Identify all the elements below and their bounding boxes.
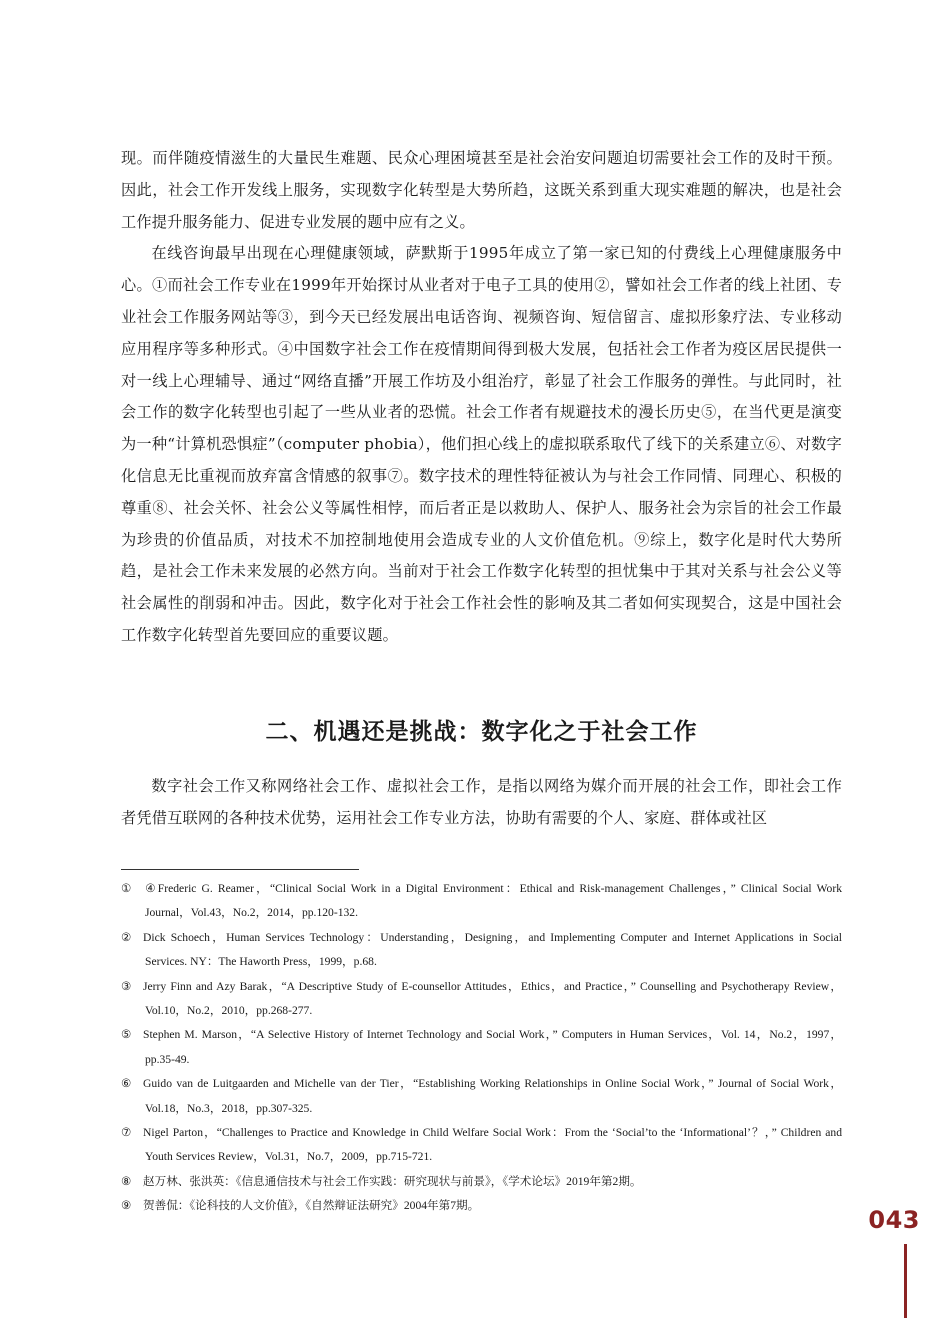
footnote-mark: ⑥ (121, 1077, 132, 1091)
footnote (121, 1170, 842, 1194)
footnote-mark: ① (121, 882, 132, 895)
footnotes (121, 877, 842, 1219)
footnote-mark: ⑦ (121, 1126, 132, 1140)
footnote-text: Guido van de Luitgaarden and Michelle van der Tier，“Establishing Working Relationships in Online Social Work，” Journal of Social Work，Vol.18，No.3，2018，pp.307-325. (143, 1077, 843, 1115)
footnote-text: 赵万林、张洪英：《信息通信技术与社会工作实践：研究现状与前景》，《学术论坛》2019年第2期。 (143, 1174, 642, 1188)
footnote (121, 1072, 842, 1121)
footnote-mark: ⑤ (121, 1028, 132, 1042)
footnote-text: Nigel Parton，“Challenges to Practice and Knowledge in Child Welfare Social Work：From the ‘Social’to the ‘Informational’？，” Children and Youth Services Review，Vol.31，No.7，2009，pp.715-721. (143, 1126, 842, 1164)
footnote-mark: ③ (121, 979, 132, 993)
footnote (121, 1023, 842, 1072)
footnote (121, 975, 842, 1024)
section-heading: 二、机遇还是挑战：数字化之于社会工作 (265, 719, 698, 745)
footnote-mark: ⑨ (121, 1199, 132, 1213)
paragraph-continued: 现。而伴随疫情滋生的大量民生难题、民众心理困境甚至是社会治安问题迫切需要社会工作的及时干预。因此，社会工作开发线上服务，实现数字化转型是大势所趋，这既关系到重大现实难题的解决，也是社会工作提升服务能力、促进专业发展的题中应有之义。 (121, 149, 842, 231)
footnote-text: 贺善侃：《论科技的人文价值》，《自然辩证法研究》2004年第7期。 (143, 1199, 480, 1213)
footnote (121, 877, 842, 926)
footnote-text: Dick Schoech，Human Services Technology：Understanding，Designing，and Implementing Computer and Internet Applications in Social Services. NY：The Haworth Press，1999，p.68. (143, 930, 842, 969)
paragraph-digital-social-work: 数字社会工作又称网络社会工作、虚拟社会工作，是指以网络为媒介而开展的社会工作，即社会工作者凭借互联网的各种技术优势，运用社会工作专业方法，协助有需要的个人、家庭、群体或社区 (121, 777, 842, 827)
footnote (121, 926, 842, 975)
page-number: 043 (868, 1206, 920, 1234)
section-body (121, 771, 842, 835)
footnote-mark: ② (121, 930, 132, 944)
footnote-text: Jerry Finn and Azy Barak，“A Descriptive Study of E-counsellor Attitudes，Ethics，and Practice，” Counselling and Psychotherapy Review，Vol.10，No.2，2010，pp.268-277. (143, 979, 842, 1018)
footnote-mark: ⑧ (121, 1174, 132, 1188)
footnote-text: ④Frederic G. Reamer，“Clinical Social Work in a Digital Environment：Ethical and Risk-management Challenges，” Clinical Social Work Journal，Vol.43，No.2，2014，pp.120-132. (143, 882, 842, 920)
footnote-divider (121, 869, 359, 870)
footnote (121, 1194, 842, 1218)
body-text (121, 143, 842, 652)
footnote (121, 1121, 842, 1170)
footnote-text: Stephen M. Marson，“A Selective History of Internet Technology and Social Work，” Computers in Human Services，Vol. 14，No.2，1997，pp.35-49. (143, 1028, 842, 1066)
paragraph-online-consulting: 在线咨询最早出现在心理健康领域，萨默斯于1995年成立了第一家已知的付费线上心理健康服务中心。①而社会工作专业在1999年开始探讨从业者对于电子工具的使用②，譬如社会工作者的线上社团、专业社会工作服务网站等③，到今天已经发展出电话咨询、视频咨询、短信留言、虚拟形象疗法、专业移动应用程序等多种形式。④中国数字社会工作在疫情期间得到极大发展，包括社会工作者为疫区居民提供一对一线上心理辅导、通过“网络直播”开展工作坊及小组治疗，彰显了社会工作服务的弹性。与此同时，社会工作的数字化转型也引起了一些从业者的恐慌。社会工作者有规避技术的漫长历史⑤，在当代更是演变为一种“计算机恐惧症”（computer phobia），他们担心线上的虚拟联系取代了线下的关系建立⑥、对数字化信息无比重视而放弃富含情感的叙事⑦。数字技术的理性特征被认为与社会工作同情、同理心、积极的尊重⑧、社会关怀、社会公义等属性相悖，而后者正是以救助人、保护人、服务社会为宗旨的社会工作最为珍贵的价值品质，对技术不加控制地使用会造成专业的人文价值危机。⑨综上，数字化是时代大势所趋，是社会工作未来发展的必然方向。当前对于社会工作数字化转型的担忧集中于其对关系与社会公义等社会属性的削弱和冲击。因此，数字化对于社会工作社会性的影响及其二者如何实现契合，这是中国社会工作数字化转型首先要回应的重要议题。 (121, 244, 842, 644)
page-number-bar (904, 1244, 907, 1318)
